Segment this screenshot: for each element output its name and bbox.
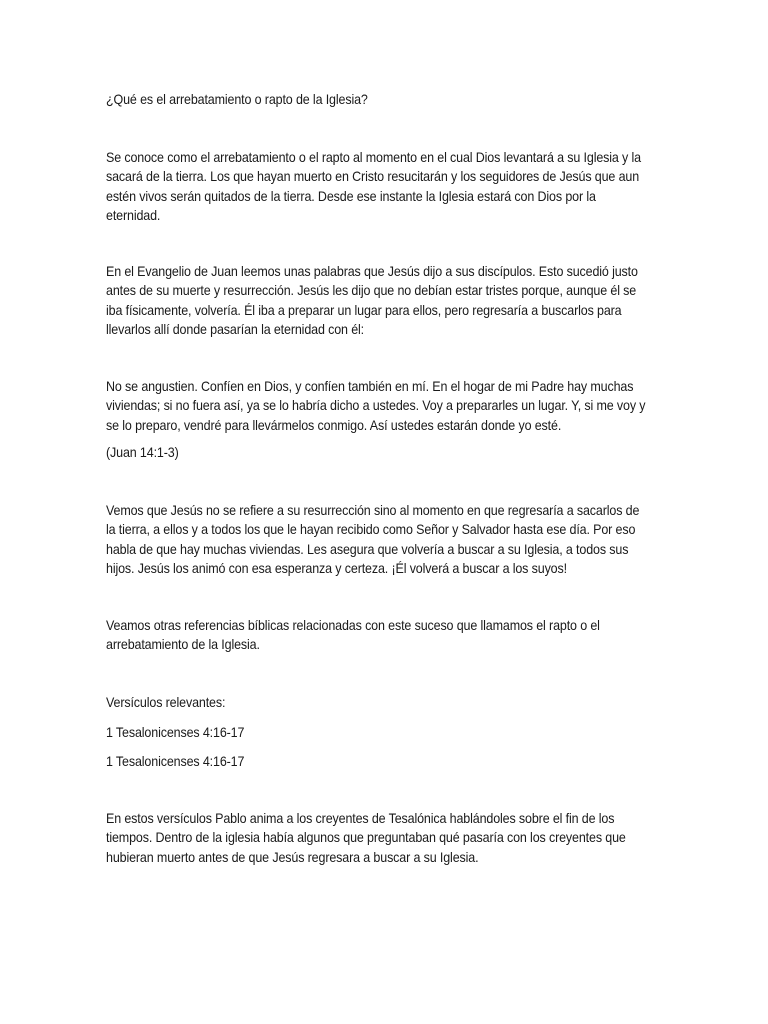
text-line: hubieran muerto antes de que Jesús regresara a buscar a su Iglesia. (106, 849, 479, 865)
text-line: ¿Qué es el arrebatamiento o rapto de la Iglesia? (106, 92, 368, 107)
paragraph-other-references (106, 616, 614, 655)
paragraph-verse-reference (106, 752, 614, 771)
document-title (106, 90, 614, 109)
paragraph-relevant-verses-heading (106, 693, 614, 712)
text-line: viviendas; si no fuera así, ya se lo habría dicho a ustedes. Voy a prepararles un lugar. Y, si me voy y (106, 398, 646, 414)
text-line: antes de su muerte y resurrección. Jesús les dijo que no debían estar tristes porque, aunque él se (106, 283, 637, 299)
paragraph-bible-quote (106, 377, 646, 435)
text-line: la tierra, a ellos y a todos los que le hayan recibido como Señor y Salvador hasta ese día. Por eso (106, 522, 636, 538)
text-line: sacará de la tierra. Los que hayan muerto en Cristo resucitarán y los seguidores de Jesús que aun (106, 169, 640, 185)
text-line: eternidad. (106, 207, 161, 223)
text-line: Se conoce como el arrebatamiento o el rapto al momento en el cual Dios levantará a su Iglesia y la (106, 150, 641, 165)
paragraph-explanation (106, 501, 640, 578)
text-line: En el Evangelio de Juan leemos unas palabras que Jesús dijo a sus discípulos. Esto sucedió justo (106, 264, 638, 279)
text-line: llevarlos allí donde pasarían la eternidad con él: (106, 321, 364, 337)
text-line: Veamos otras referencias bíblicas relacionadas con este suceso que llamamos el rapto o el (106, 618, 600, 633)
text-line: Versículos relevantes: (106, 695, 226, 710)
text-line: tiempos. Dentro de la iglesia había algunos que preguntaban qué pasaría con los creyentes que (106, 830, 626, 846)
text-line: En estos versículos Pablo anima a los creyentes de Tesalónica hablándoles sobre el fin de los (106, 811, 615, 826)
text-line: iba físicamente, volvería. Él iba a preparar un lugar para ellos, pero regresaría a buscarlos para (106, 302, 622, 318)
text-line: 1 Tesalonicenses 4:16-17 (106, 725, 245, 740)
text-line: estén vivos serán quitados de la tierra. Desde ese instante la Iglesia estará con Dios por la (106, 188, 596, 204)
text-line: habla de que hay muchas viviendas. Les asegura que volvería a buscar a su Iglesia, a todos sus (106, 541, 629, 557)
paragraph-verse-reference (106, 723, 614, 742)
text-line: (Juan 14:1-3) (106, 445, 179, 460)
text-line: Vemos que Jesús no se refiere a su resurrección sino al momento en que regresaría a sacarlos de (106, 503, 640, 518)
paragraph-thessalonians-explanation (106, 809, 626, 867)
paragraph-gospel-of-john (106, 262, 638, 339)
text-line: se lo preparo, vendré para llevármelos conmigo. Así ustedes estarán donde yo esté. (106, 417, 562, 433)
paragraph-quote-reference (106, 443, 614, 462)
paragraph-rapture-definition (106, 148, 641, 225)
text-line: arrebatamiento de la Iglesia. (106, 637, 260, 653)
text-line: 1 Tesalonicenses 4:16-17 (106, 754, 245, 769)
text-line: hijos. Jesús los animó con esa esperanza y certeza. ¡Él volverá a buscar a los suyos! (106, 560, 567, 576)
text-line: No se angustien. Confíen en Dios, y confíen también en mí. En el hogar de mi Padre hay muchas (106, 379, 634, 394)
